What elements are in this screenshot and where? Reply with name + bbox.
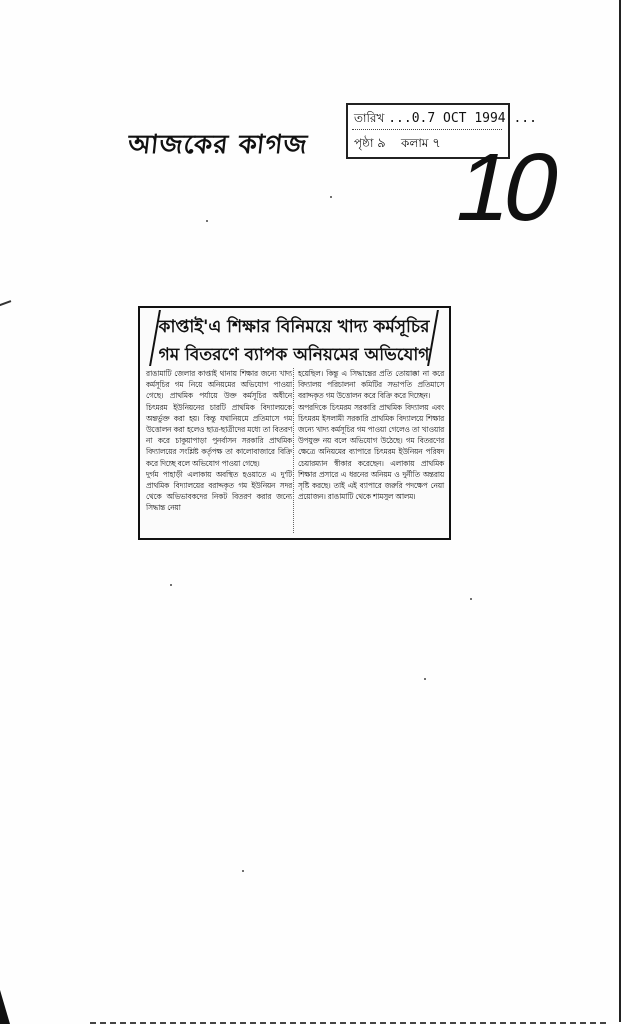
handwritten-page-number: 10 (446, 134, 565, 241)
stamp-divider (352, 129, 502, 130)
speck (242, 870, 244, 872)
stamp-date-value: ...0.7 OCT 1994 ... (388, 111, 537, 126)
article-paragraph: রাঙামাটি জেলার কাপ্তাই থানায় শিক্ষার জন্যে খাদ্য কর্মসূচির গম নিয়ে অনিয়মের অভিযোগ পাওয়া গেছে। প্রাথমিক পর্যায়ে উক্ত কর্মসূচির অধীনে চিৎমরম ইউনিয়নের চারটি প্রাথমিক বিদ্যালয়কে অন্তর্ভুক্ত করা হয়। কিন্তু যথানিয়মে প্রতিমাসে গম উত্তোলন করা হলেও ছাত্র-ছাত্রীদের মধ্যে তা বিতরণ না করে চাকুয়াপাড়া পুনর্বাসন সরকারি প্রাথমিক বিদ্যালয়ের সংশ্লিষ্ট কর্তৃপক্ষ তা কালোবাজারে বিক্রি করে দিচ্ছে বলে অভিযোগ পাওয়া গেছে। (146, 369, 292, 468)
newspaper-clipping (138, 306, 451, 540)
article-paragraph: হয়েছিল। কিন্তু এ সিদ্ধান্তের প্রতি তোয়াক্কা না করে বিদ্যালয় পরিচালনা কমিটির সভাপতি প্রতিমাসে বরাদ্দকৃত গম উত্তোলন করে বিক্রি করে দিচ্ছেন। (298, 369, 444, 401)
article-left-column (146, 368, 292, 514)
stamp-date-row (354, 110, 537, 130)
speck (330, 196, 332, 198)
article-paragraph: অপরদিকে চিৎমরম সরকারি প্রাথমিক বিদ্যালয় এবং চিৎমরম ইসলামী সরকারি প্রাথমিক বিদ্যালয়ে শিক্ষার জন্যে খাদ্য কর্মসূচির গম পাওয়া গেলেও তা খাওয়ার উপযুক্ত নয় বলে অভিযোগ উঠেছে। গম বিতরণের ক্ষেত্রে অনিয়মের ব্যাপারে চিৎমরম ইউনিয়ন পরিষদ চেয়ারম্যান স্বীকার করেছেন। এলাকায় প্রাথমিক শিক্ষার প্রসারে এ ধরনের অনিয়ম ও দুর্নীতি অন্তরায় সৃষ্টি করছে। তাই এই ব্যাপারে জরুরি পদক্ষেপ নেয়া প্রয়োজন। রাঙামাটি থেকে শামসুল আলম। (298, 402, 444, 502)
stamp-page-row (354, 134, 441, 155)
stamp-date-label: তারিখ (354, 111, 385, 125)
stamp-page-label: পৃষ্ঠা (354, 136, 374, 150)
column-divider (293, 368, 294, 533)
stamp-column-value: ৭ (432, 136, 441, 151)
stamp-column-label: কলাম (400, 136, 429, 150)
article-right-column (298, 368, 444, 502)
speck (424, 678, 426, 680)
speck (470, 598, 472, 600)
headline-line-1: কাপ্তাই'এ শিক্ষার বিনিময়ে খাদ্য কর্মসূচির (158, 317, 430, 337)
stamp-page-value: ৯ (377, 136, 386, 151)
speck (170, 584, 172, 586)
speck (206, 220, 208, 222)
article-paragraph: দুর্গম পাহাড়ী এলাকায় অবস্থিত হওয়াতে এ দু'টি প্রাথমিক বিদ্যালয়ের বরাদ্দকৃত গম ইউনিয়ন সদর থেকে অভিভাবকদের নিকট বিতরণ করার জন্যে সিদ্ধান্ত নেয়া (146, 469, 292, 513)
newspaper-masthead: আজকের কাগজ (126, 130, 310, 160)
headline-line-2: গম বিতরণে ব্যাপক অনিয়মের অভিযোগ (158, 345, 430, 365)
